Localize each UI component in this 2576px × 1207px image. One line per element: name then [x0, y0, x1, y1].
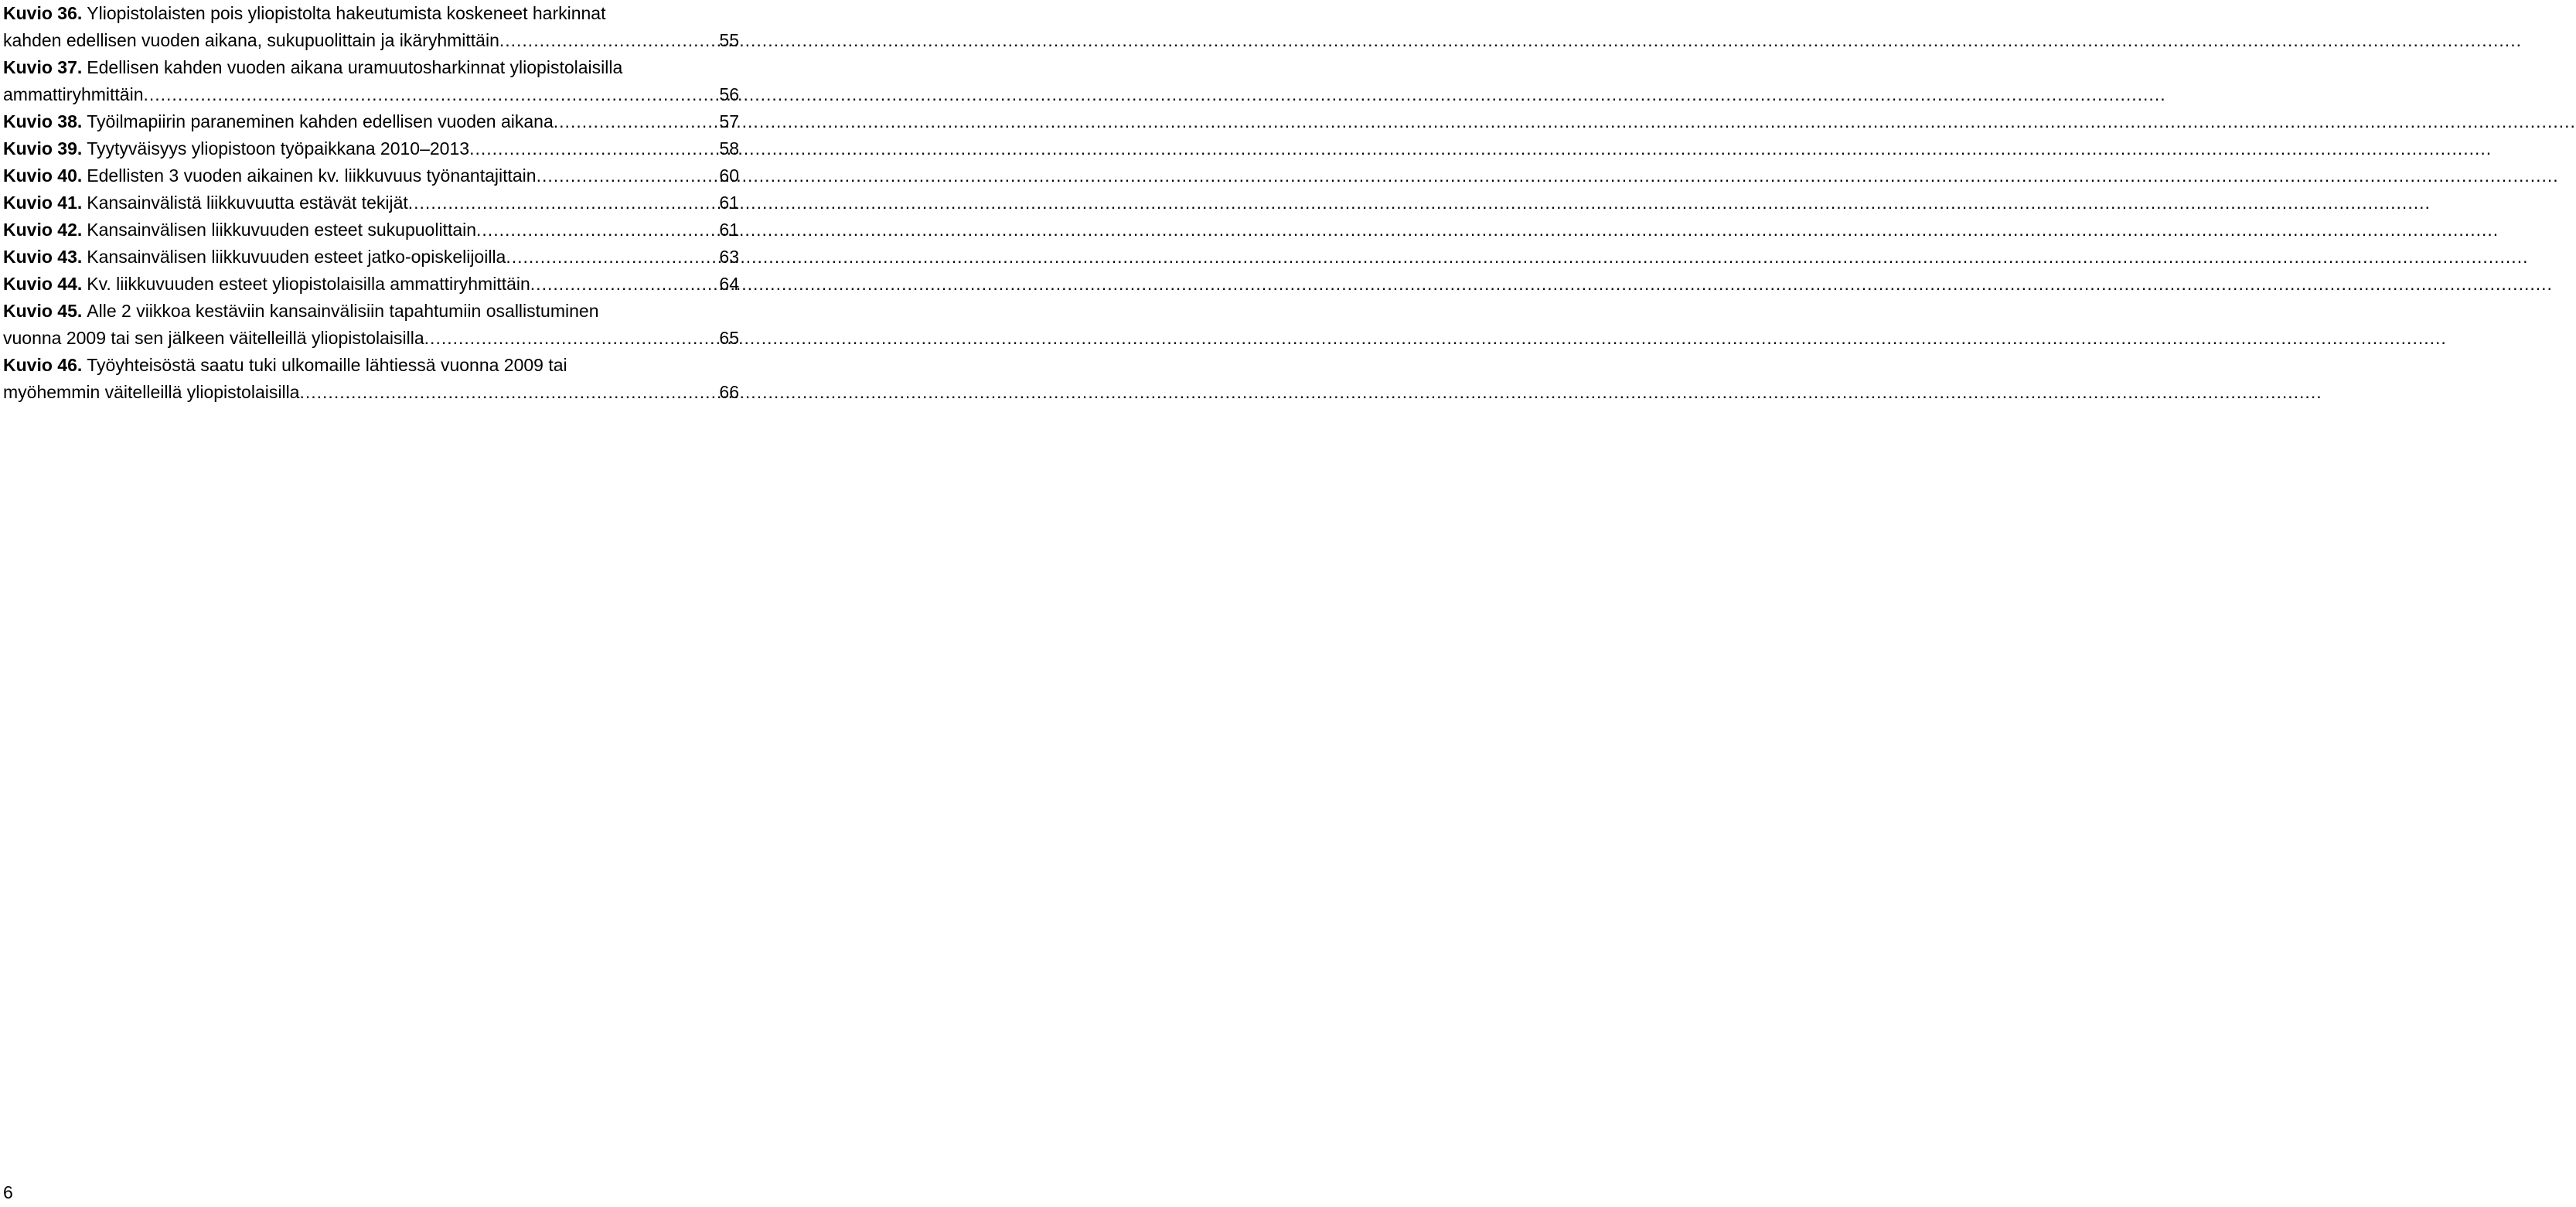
dot-leader [530, 271, 720, 298]
entry-page-number: 61 [719, 193, 739, 213]
entry-page-number: 64 [719, 274, 739, 294]
entry-page-number: 56 [719, 84, 739, 104]
entry-title-continued: myöhemmin väitelleillä yliopistolaisilla [3, 382, 300, 402]
entry-page-number: 55 [719, 30, 739, 50]
toc-entry-kuvio-43[interactable] [3, 244, 739, 271]
entry-title: Työyhteisöstä saatu tuki ulkomaille lähtiessä vuonna 2009 tai [87, 355, 567, 375]
entry-title-continued: ammattiryhmittäin [3, 84, 144, 104]
toc-entry-kuvio-44[interactable] [3, 271, 739, 298]
dot-leader [469, 135, 719, 162]
entry-page-number: 65 [719, 328, 739, 348]
entry-page-number: 63 [719, 247, 739, 267]
toc-entry-kuvio-38[interactable] [3, 108, 739, 135]
table-of-figures [3, 0, 739, 406]
entry-label: Kuvio 36. [3, 3, 83, 23]
entry-title: Edellisten 3 vuoden aikainen kv. liikkuvuus työnantajittain [87, 165, 537, 186]
entry-page-number: 57 [719, 111, 739, 131]
dot-leader [499, 27, 720, 54]
entry-label: Kuvio 41. [3, 193, 83, 213]
toc-entry-kuvio-36[interactable] [3, 0, 739, 54]
entry-label: Kuvio 40. [3, 165, 83, 186]
toc-entry-kuvio-39[interactable] [3, 135, 739, 162]
entry-page-number: 58 [719, 138, 739, 159]
entry-title: Kansainvälistä liikkuvuutta estävät tekijät [87, 193, 408, 213]
entry-title: Tyytyväisyys yliopistoon työpaikkana 2010–2013 [87, 138, 470, 159]
entry-title: Työilmapiirin paraneminen kahden edellisen vuoden aikana [87, 111, 554, 131]
toc-entry-kuvio-46[interactable] [3, 352, 739, 406]
dot-leader [554, 108, 720, 135]
dot-leader [408, 189, 720, 217]
entry-label: Kuvio 38. [3, 111, 83, 131]
entry-page-number: 66 [719, 382, 739, 402]
entry-title: Alle 2 viikkoa kestäviin kansainvälisiin tapahtumiin osallistuminen [87, 301, 599, 321]
entry-title-continued: kahden edellisen vuoden aikana, sukupuolittain ja ikäryhmittäin [3, 30, 499, 50]
entry-title: Edellisen kahden vuoden aikana uramuutosharkinnat yliopistolaisilla [87, 57, 623, 77]
entry-page-number: 60 [719, 165, 739, 186]
toc-entry-kuvio-42[interactable] [3, 217, 739, 244]
entry-title: Kansainvälisen liikkuvuuden esteet sukupuolittain [87, 220, 477, 240]
dot-leader [537, 162, 720, 189]
toc-entry-kuvio-45[interactable] [3, 298, 739, 352]
dot-leader [424, 325, 720, 352]
entry-label: Kuvio 45. [3, 301, 83, 321]
toc-entry-kuvio-41[interactable] [3, 189, 739, 217]
entry-page-number: 61 [719, 220, 739, 240]
dot-leader [143, 81, 719, 108]
entry-label: Kuvio 42. [3, 220, 83, 240]
entry-label: Kuvio 37. [3, 57, 83, 77]
entry-label: Kuvio 46. [3, 355, 83, 375]
entry-label: Kuvio 44. [3, 274, 83, 294]
dot-leader [299, 379, 719, 406]
entry-label: Kuvio 39. [3, 138, 83, 159]
toc-entry-kuvio-37[interactable] [3, 54, 739, 108]
page-number: 6 [3, 1182, 13, 1202]
dot-leader [476, 217, 719, 244]
entry-title-continued: vuonna 2009 tai sen jälkeen väitelleillä yliopistolaisilla [3, 328, 424, 348]
entry-title: Kv. liikkuvuuden esteet yliopistolaisilla ammattiryhmittäin [87, 274, 530, 294]
entry-label: Kuvio 43. [3, 247, 83, 267]
dot-leader [506, 244, 719, 271]
entry-title: Yliopistolaisten pois yliopistolta hakeutumista koskeneet harkinnat [87, 3, 606, 23]
entry-title: Kansainvälisen liikkuvuuden esteet jatko-opiskelijoilla [87, 247, 506, 267]
toc-entry-kuvio-40[interactable] [3, 162, 739, 189]
